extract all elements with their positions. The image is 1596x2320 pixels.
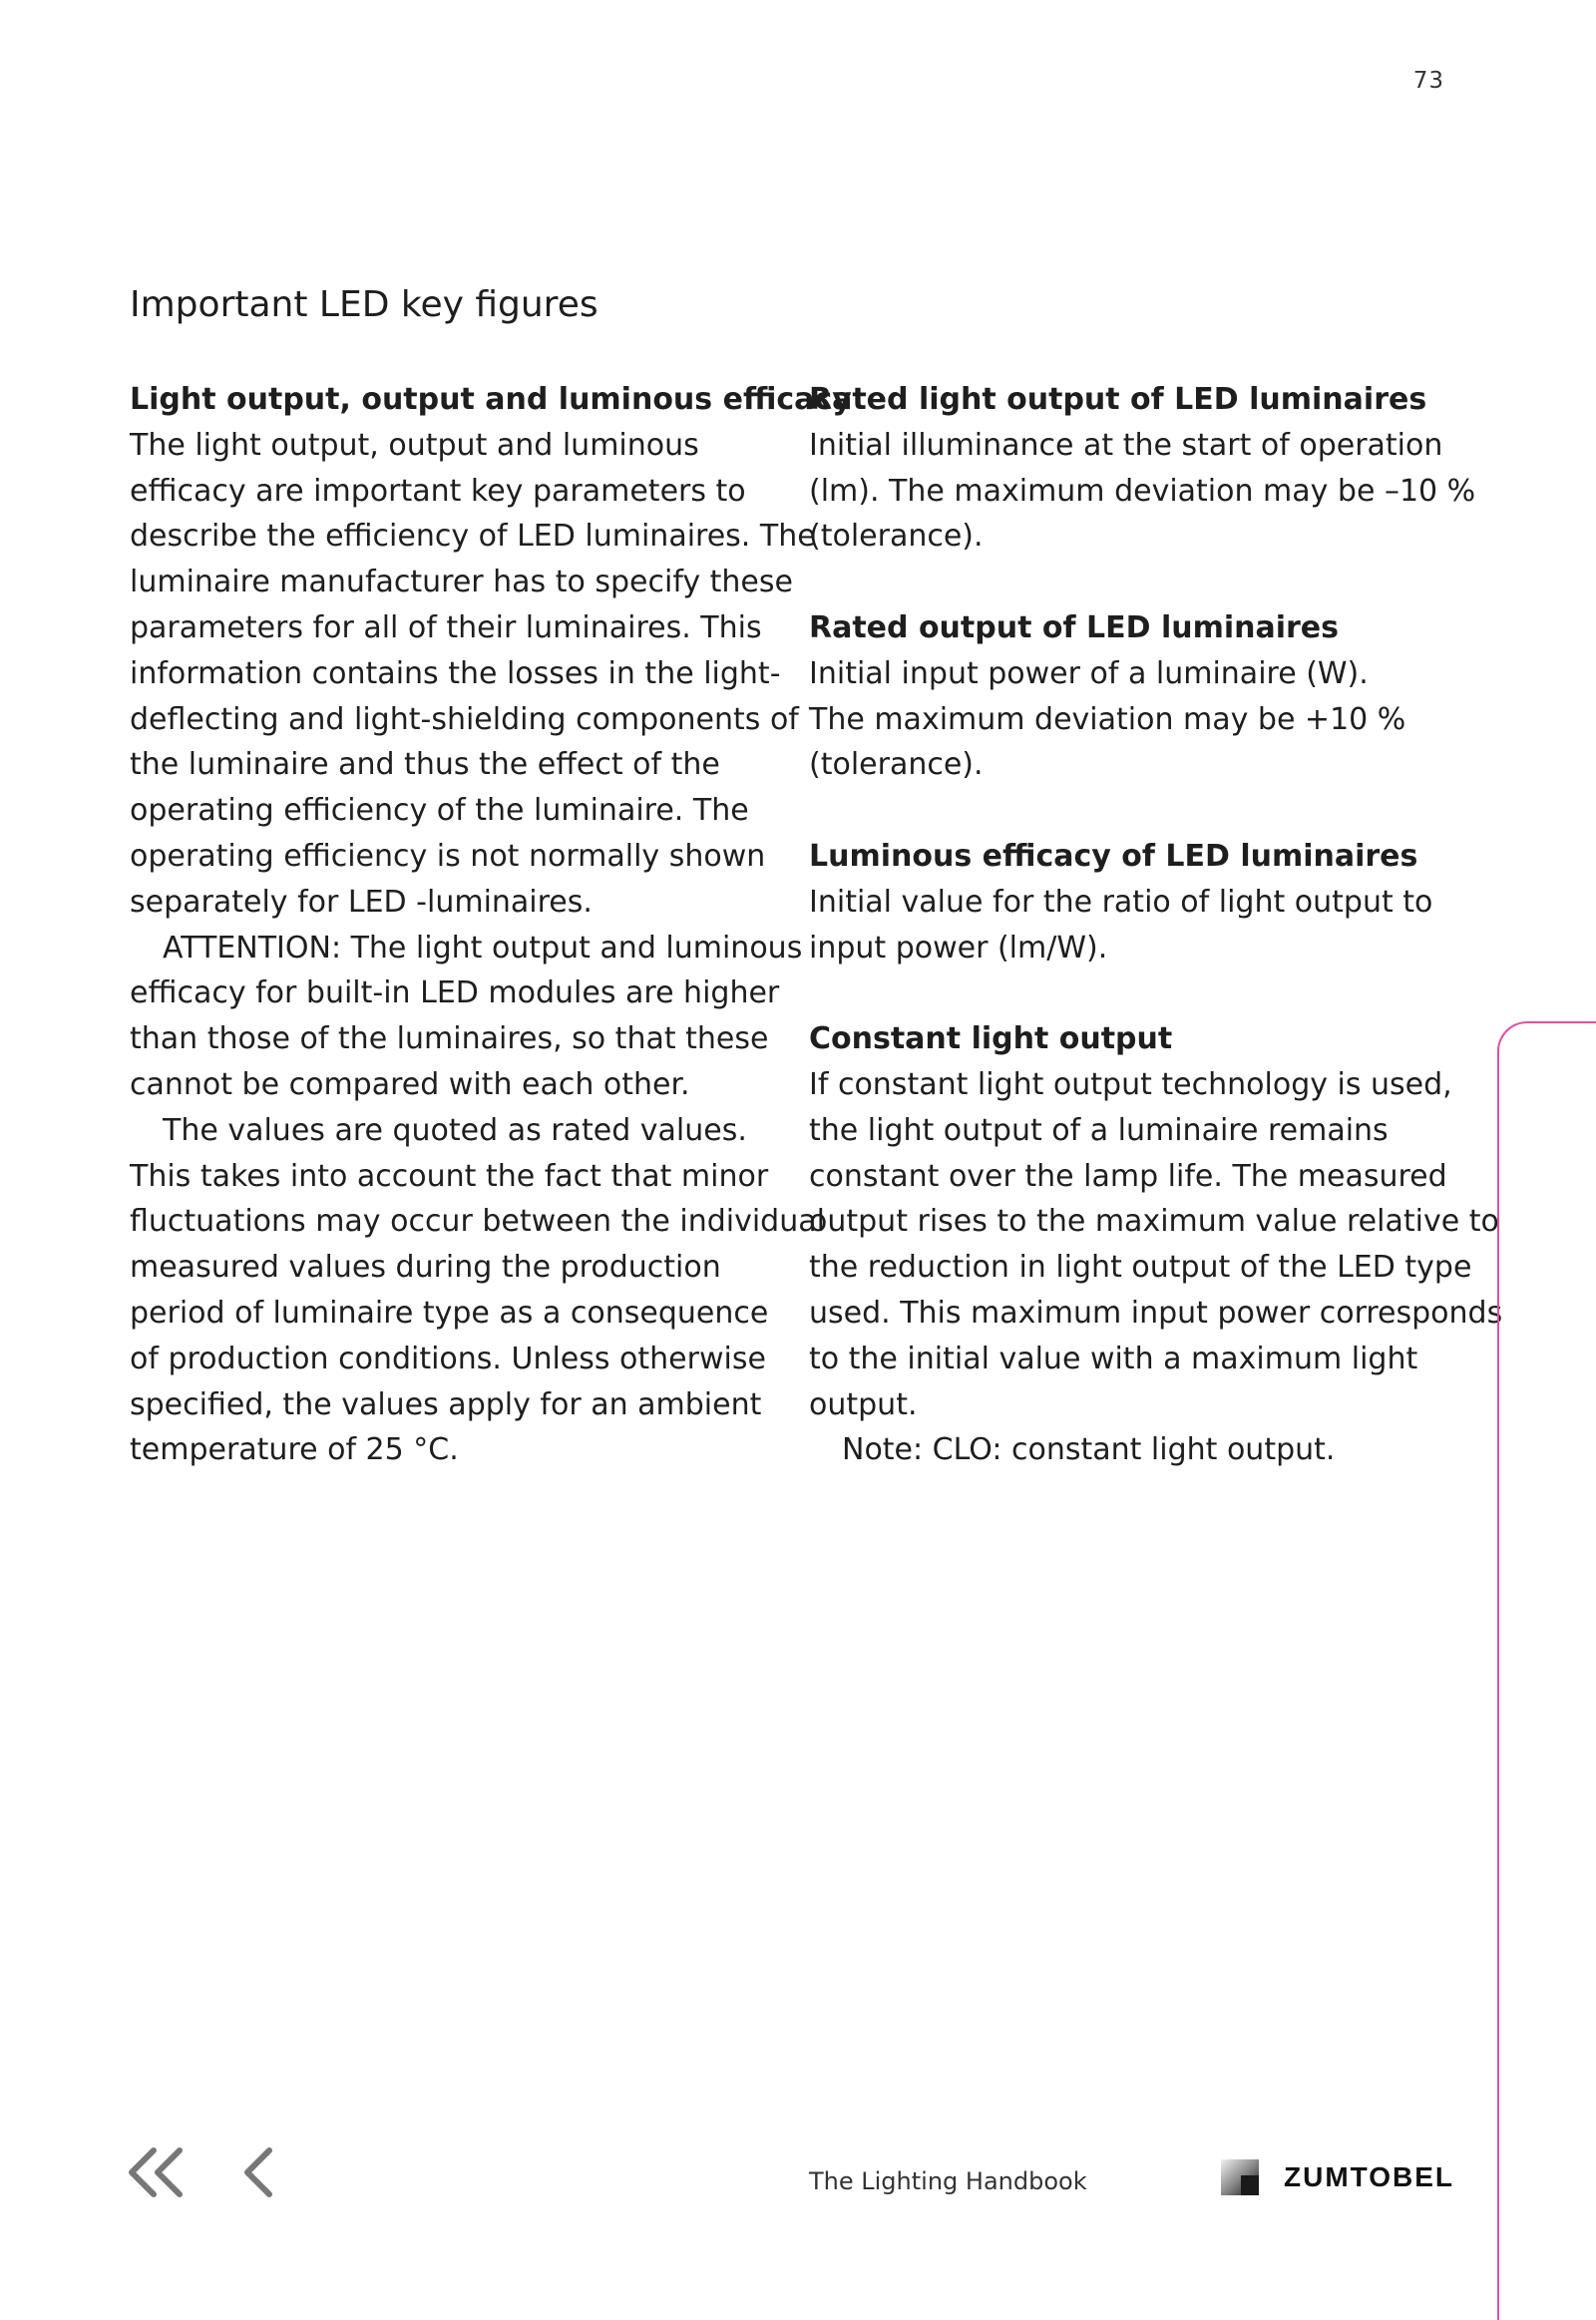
body-line: measured values during the production xyxy=(130,1250,721,1286)
body-line: (lm). The maximum deviation may be –10 % xyxy=(809,473,1476,509)
page-title: Important LED key figures xyxy=(130,284,598,325)
body-line: separately for LED -luminaires. xyxy=(130,884,593,920)
section-rated-light-output xyxy=(809,377,1476,560)
body-line: deflecting and light-shielding components of xyxy=(130,701,799,737)
body-line: the reduction in light output of the LED type xyxy=(809,1250,1472,1286)
body-line: Note: CLO: constant light output. xyxy=(842,1432,1336,1468)
section-luminous-efficacy xyxy=(809,834,1467,970)
chevron-left-icon xyxy=(239,2144,279,2200)
previous-page-button[interactable] xyxy=(239,2144,279,2200)
section-heading: Light output, output and luminous efficacy xyxy=(130,382,852,417)
body-line: If constant light output technology is used, xyxy=(809,1066,1452,1102)
chapter-tab-outline xyxy=(1497,1021,1596,2320)
body-line: This takes into account the fact that minor xyxy=(130,1158,769,1194)
zumtobel-logo-mark-icon xyxy=(1221,2159,1259,2195)
section-heading: Rated output of LED luminaires xyxy=(809,609,1340,645)
body-line: The values are quoted as rated values. xyxy=(163,1112,747,1148)
body-line: Initial input power of a luminaire (W). xyxy=(809,655,1369,691)
body-line: parameters for all of their luminaires. This xyxy=(130,609,762,645)
page-number: 73 xyxy=(1412,68,1444,94)
body-line: output rises to the maximum value relative to xyxy=(809,1204,1499,1240)
body-line: the light output of a luminaire remains xyxy=(809,1112,1389,1148)
body-line: The light output, output and luminous xyxy=(130,427,699,463)
body-line: output. xyxy=(809,1386,918,1422)
footer-title: The Lighting Handbook xyxy=(809,2167,1087,2195)
body-line: efficacy are important key parameters to xyxy=(130,473,746,509)
left-column xyxy=(130,377,852,1473)
body-line: luminaire manufacturer has to specify these xyxy=(130,565,793,600)
body-line: of production conditions. Unless otherwise xyxy=(130,1341,766,1376)
brand-logo xyxy=(1221,2157,1454,2197)
section-constant-light-output xyxy=(809,1016,1503,1473)
body-line: The maximum deviation may be +10 % xyxy=(809,701,1406,737)
body-line: than those of the luminaires, so that these xyxy=(130,1021,769,1057)
section-rated-output xyxy=(809,605,1467,788)
body-line: Initial illuminance at the start of operation xyxy=(809,427,1443,463)
body-line: information contains the losses in the light- xyxy=(130,655,781,691)
body-line: specified, the values apply for an ambient xyxy=(130,1386,762,1422)
body-line: period of luminaire type as a consequence xyxy=(130,1295,769,1331)
first-page-button[interactable] xyxy=(124,2144,188,2200)
brand-name: ZUMTOBEL xyxy=(1284,2161,1455,2192)
body-line: fluctuations may occur between the individual xyxy=(130,1204,825,1240)
body-line: to the initial value with a maximum light xyxy=(809,1341,1418,1376)
body-line: Initial value for the ratio of light output to xyxy=(809,884,1433,920)
section-heading: Luminous efficacy of LED luminaires xyxy=(809,838,1418,874)
body-line: used. This maximum input power corresponds xyxy=(809,1295,1503,1331)
body-line: input power (lm/W). xyxy=(809,930,1108,966)
section-heading: Constant light output xyxy=(809,1021,1173,1057)
section-heading: Rated light output of LED luminaires xyxy=(809,382,1427,417)
body-line: (tolerance). xyxy=(809,519,984,555)
double-chevron-left-icon xyxy=(124,2144,188,2200)
body-line: temperature of 25 °C. xyxy=(130,1432,459,1468)
body-line: cannot be compared with each other. xyxy=(130,1066,690,1102)
right-column xyxy=(809,377,1503,1519)
body-line: describe the efficiency of LED luminaires. The xyxy=(130,519,816,555)
body-line: operating efficiency of the luminaire. The xyxy=(130,793,749,829)
body-line: constant over the lamp life. The measured xyxy=(809,1158,1447,1194)
body-line: (tolerance). xyxy=(809,747,984,783)
body-line: efficacy for built-in LED modules are higher xyxy=(130,975,780,1011)
body-line: ATTENTION: The light output and luminous xyxy=(163,930,803,966)
body-line: operating efficiency is not normally shown xyxy=(130,838,766,874)
body-line: the luminaire and thus the effect of the xyxy=(130,747,720,783)
